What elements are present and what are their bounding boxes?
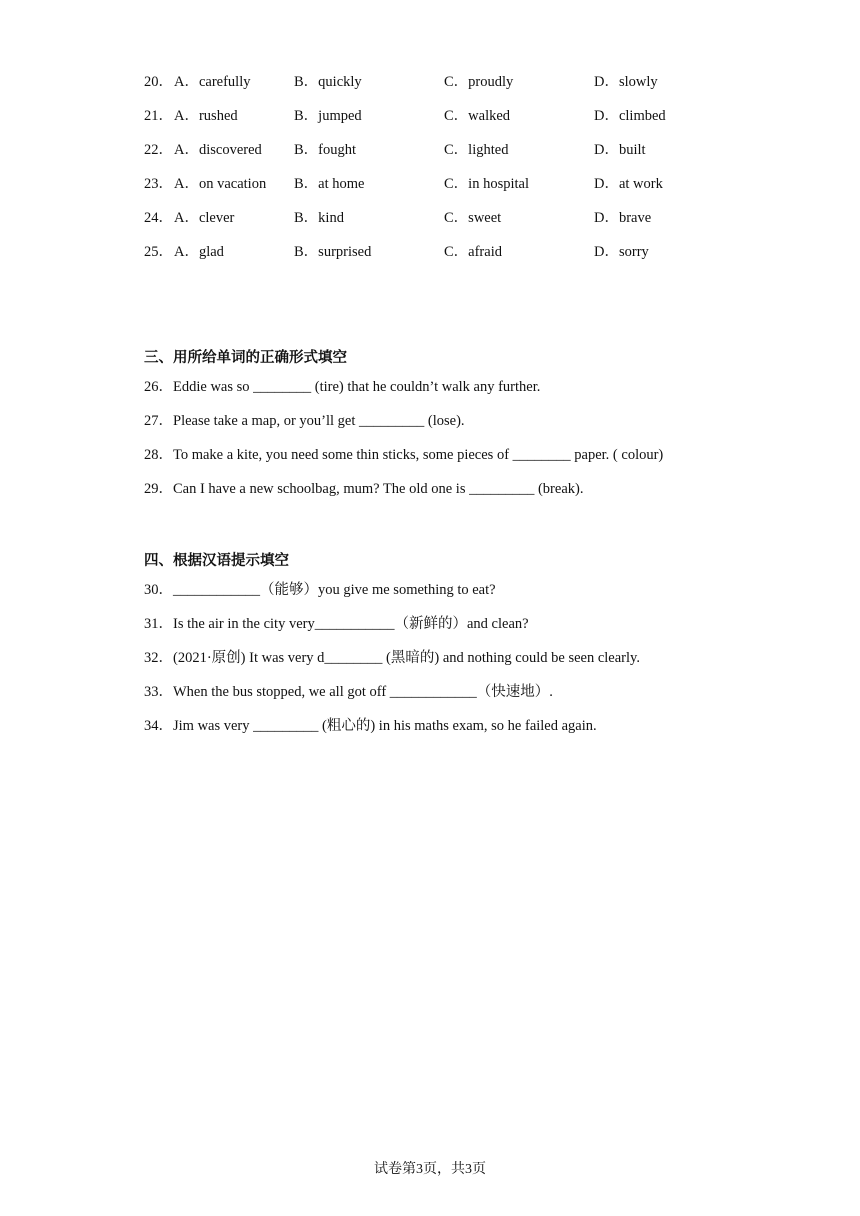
question-number: 23． — [144, 176, 173, 192]
option-d: D．brave — [594, 210, 652, 226]
question-28: 28．To make a kite, you need some thin sticks, some pieces of ________ paper. ( colour) — [144, 447, 664, 463]
option-b: B．jumped — [294, 108, 362, 124]
option-c: C．afraid — [444, 244, 502, 260]
option-a: A．clever — [174, 210, 235, 226]
question-32: 32．(2021·原创) It was very d________ (黑暗的) and nothing could be seen clearly. — [144, 650, 640, 666]
question-number: 21． — [144, 108, 173, 124]
option-b: B．fought — [294, 142, 357, 158]
option-a: A．rushed — [174, 108, 238, 124]
option-d: D．slowly — [594, 74, 658, 90]
option-a: A．carefully — [174, 74, 251, 90]
option-d: D．climbed — [594, 108, 666, 124]
option-b: B．at home — [294, 176, 365, 192]
section-4-title: 四、根据汉语提示填空 — [144, 553, 289, 569]
option-c: C．proudly — [444, 74, 514, 90]
question-30: 30．____________（能够）you give me something to eat? — [144, 582, 496, 598]
option-a: A．discovered — [174, 142, 262, 158]
question-29: 29．Can I have a new schoolbag, mum? The old one is _________ (break). — [144, 481, 584, 497]
question-number: 22． — [144, 142, 173, 158]
option-a: A．on vacation — [174, 176, 267, 192]
section-3-title: 三、用所给单词的正确形式填空 — [144, 350, 347, 366]
question-34: 34．Jim was very _________ (粗心的) in his maths exam, so he failed again. — [144, 718, 597, 734]
option-c: C．walked — [444, 108, 511, 124]
option-d: D．at work — [594, 176, 663, 192]
question-33: 33．When the bus stopped, we all got off ____________（快速地）. — [144, 684, 553, 700]
option-c: C．in hospital — [444, 176, 529, 192]
option-c: C．sweet — [444, 210, 502, 226]
question-number: 20． — [144, 74, 173, 90]
option-b: B．kind — [294, 210, 344, 226]
option-b: B．surprised — [294, 244, 372, 260]
question-31: 31．Is the air in the city very___________（新鲜的）and clean? — [144, 616, 529, 632]
question-number: 24． — [144, 210, 173, 226]
option-d: D．built — [594, 142, 646, 158]
question-number: 25． — [144, 244, 173, 260]
question-26: 26．Eddie was so ________ (tire) that he couldn’t walk any further. — [144, 379, 541, 395]
page-footer: 试卷第3页，共3页 — [374, 1162, 486, 1177]
question-27: 27．Please take a map, or you’ll get _________ (lose). — [144, 413, 465, 429]
option-c: C．lighted — [444, 142, 509, 158]
option-a: A．glad — [174, 244, 224, 260]
option-d: D．sorry — [594, 244, 649, 260]
option-b: B．quickly — [294, 74, 362, 90]
